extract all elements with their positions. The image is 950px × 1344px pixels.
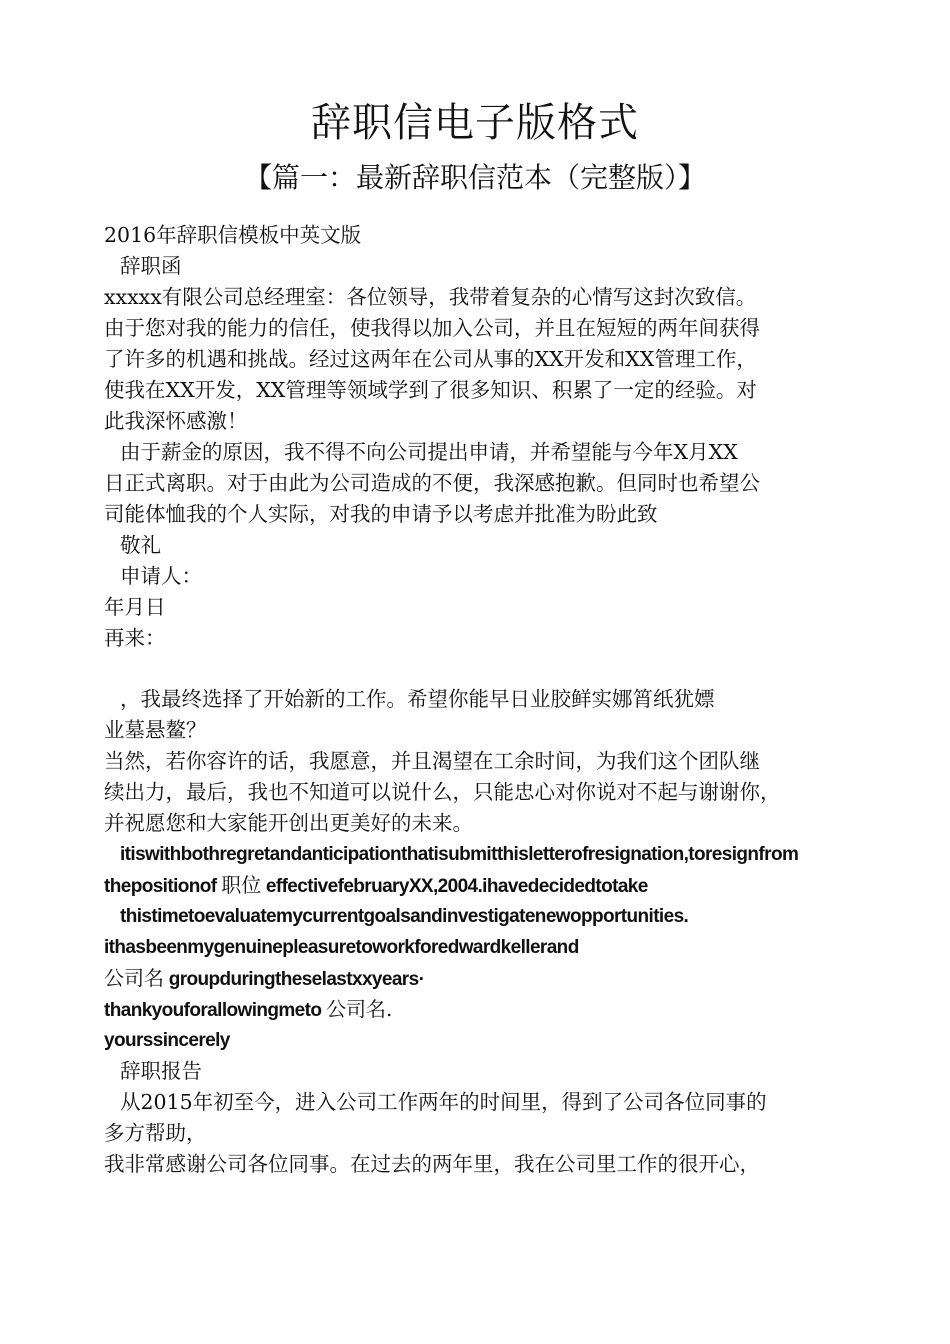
text-line: 司能体恤我的个人实际，对我的申请予以考虑并批准为盼此致: [104, 502, 658, 526]
section-heading: 辞职函: [120, 254, 182, 278]
text-line: 当然，若你容许的话，我愿意，并且渴望在工余时间，为我们这个团队继: [104, 749, 760, 773]
english-line: ithasbeenmygenuinepleasuretoworkforedwardkellerand: [104, 937, 579, 958]
chinese-segment: 公司名: [104, 966, 164, 990]
text-line: 使我在XX开发，XX管理等领域学到了很多知识、积累了一定的经验。对: [104, 378, 757, 402]
text-line: 多方帮助，: [104, 1121, 207, 1145]
document-subtitle: 【篇一：最新辞职信范本（完整版）】: [243, 161, 706, 194]
text-line: 敬礼: [120, 533, 161, 557]
text-line: 续出力，最后，我也不知道可以说什么，只能忠心对你说对不起与谢谢你，: [104, 780, 781, 804]
english-segment: thankyouforallowingmeto: [104, 1000, 322, 1021]
text-line: ，我最终选择了开始新的工作。希望你能早日业胶鲜实娜筲纸犹嫖: [120, 687, 715, 711]
text-line: 年月日: [104, 595, 166, 619]
english-segment: thepositionof: [104, 876, 217, 897]
english-line: [104, 870, 864, 901]
text-line: 业墓悬鳌？: [104, 718, 207, 742]
chinese-segment: 职位: [221, 873, 262, 897]
section-heading: 辞职报告: [120, 1059, 202, 1083]
english-line: [104, 994, 864, 1025]
document-title: 辞职信电子版格式: [311, 100, 639, 146]
english-line: [104, 963, 864, 994]
text-line: xxxxx有限公司总经理室：各位领导，我带着复杂的心情写这封次致信。: [104, 285, 757, 309]
english-line: thistimetoevaluatemycurrentgoalsandinvestigatenewopportunities.: [120, 906, 689, 927]
document-body: [104, 220, 864, 1180]
text-line: 再来：: [104, 626, 166, 650]
text-line: 由于薪金的原因，我不得不向公司提出申请，并希望能与今年X月XX: [120, 440, 738, 464]
text-line: 2016年辞职信模板中英文版: [104, 223, 362, 247]
text-line: 并祝愿您和大家能开创出更美好的未来。: [104, 811, 473, 835]
text-line: 由于您对我的能力的信任，使我得以加入公司，并且在短短的两年间获得: [104, 316, 760, 340]
english-segment: groupduringtheselastxxyears·: [168, 969, 425, 990]
english-segment: effectivefebruaryXX,2004.ihavedecidedtotake: [265, 876, 648, 897]
text-line: 从2015年初至今，进入公司工作两年的时间里，得到了公司各位同事的: [120, 1090, 767, 1114]
text-line: 我非常感谢公司各位同事。在过去的两年里，我在公司里工作的很开心，: [104, 1152, 760, 1176]
text-line: 了许多的机遇和挑战。经过这两年在公司从事的XX开发和XX管理工作，: [104, 347, 757, 371]
english-line: yourssincerely: [104, 1030, 230, 1051]
chinese-segment: 公司名.: [326, 997, 393, 1021]
text-line: 申请人：: [120, 564, 202, 588]
text-line: 日正式离职。对于由此为公司造成的不便，我深感抱歉。但同时也希望公: [104, 471, 760, 495]
blank-line: [104, 654, 864, 684]
text-line: 此我深怀感激！: [104, 409, 248, 433]
english-line: itiswithbothregretandanticipationthatisubmitthisletterofresignation,toresignfrom: [120, 844, 799, 865]
